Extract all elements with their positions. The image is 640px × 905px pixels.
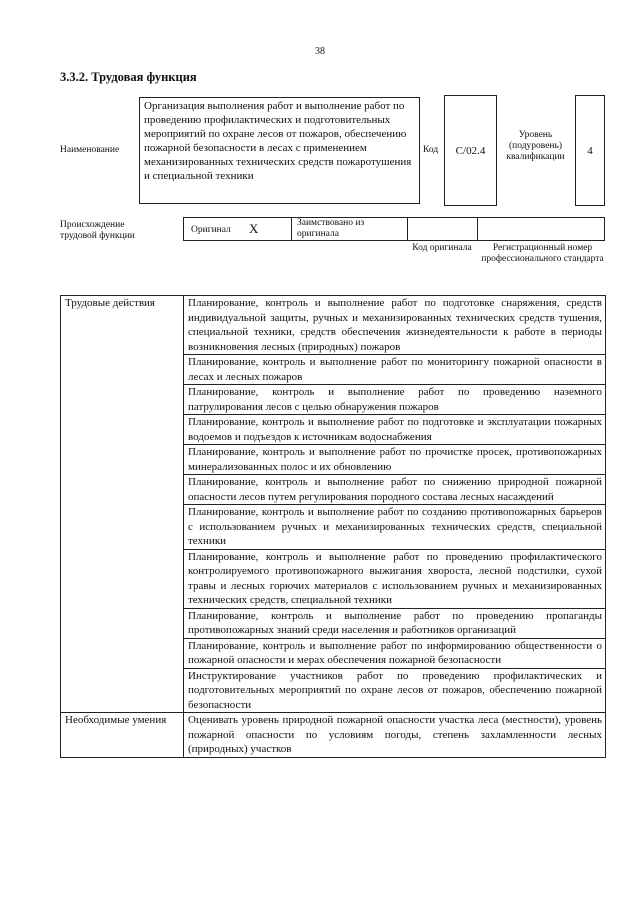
labor-action-cell-text: Планирование, контроль и выполнение работ по информированию общественности о пожарной опасности и мерах обеспечения пожарной безопасности bbox=[188, 639, 602, 666]
code-original-cell bbox=[407, 218, 478, 240]
labor-action-cell bbox=[184, 445, 606, 475]
code-value: C/02.4 bbox=[444, 95, 497, 206]
labor-action-cell-text: Планирование, контроль и выполнение работ по подготовке снаряжения, средств индивидуальной защиты, ручных и механизированных технических средств тушения, специальной техники, средств обеспечения жизнедеятельности к работе в периоды возникновения лесных (природных) пожаров bbox=[188, 297, 602, 353]
original-label: Оригинал bbox=[191, 225, 231, 235]
skill-row bbox=[61, 713, 606, 758]
section-title: 3.3.2. Трудовая функция bbox=[60, 70, 197, 84]
labor-action-cell-text: Планирование, контроль и выполнение работ по созданию противопожарных барьеров с использованием ручных и механизированных технических средств, специальной техники bbox=[188, 506, 602, 547]
labor-action-row-heading: Трудовые действия bbox=[61, 296, 184, 713]
labor-action-cell-text: Планирование, контроль и выполнение работ по снижению природной пожарной опасности лесов путем регулирования породного состава лесных насаждений bbox=[188, 476, 602, 503]
origin-grid bbox=[183, 217, 605, 241]
labor-action-cell bbox=[184, 608, 606, 638]
labor-action-cell-text: Планирование, контроль и выполнение работ по подготовке и эксплуатации пожарных водоемов и подъездов к источникам водоснабжения bbox=[188, 416, 602, 443]
labor-action-cell-text: Планирование, контроль и выполнение работ по прочистке просек, противопожарных минерализованных полос и их обновлению bbox=[188, 446, 602, 473]
skill-cell-text: Оценивать уровень природной пожарной опасности участка леса (местности), уровень пожарной опасности по условиям погоды, степень захламленности лесных (природных) участков bbox=[188, 714, 602, 755]
labor-action-cell-text: Инструктирование участников работ по проведению профилактических и подготовительных мероприятий по охране лесов от пожаров, обеспечению пожарной безопасности bbox=[188, 669, 602, 711]
code-original-caption: Код оригинала bbox=[412, 243, 472, 253]
naming-label: Наименование bbox=[60, 145, 120, 155]
labor-action-cell-text: Планирование, контроль и выполнение работ по мониторингу пожарной опасности в лесах и лесных пожаров bbox=[188, 356, 602, 383]
labor-action-cell-text: Планирование, контроль и выполнение работ по проведению наземного патрулирования лесов с целью обнаружения пожаров bbox=[188, 386, 602, 413]
labor-action-cell bbox=[184, 475, 606, 505]
labor-action-cell bbox=[184, 505, 606, 550]
origin-label: Происхождение трудовой функции bbox=[60, 220, 135, 241]
function-name-box: Организация выполнения работ и выполнение работ по проведению профилактических и подготовительных мероприятий по охране лесов от пожаров, обеспечению пожарной безопасности в лесах с применением механизированных технических средств пожаротушения и специальной техники bbox=[139, 97, 420, 204]
level-label: Уровень (подуровень) квалификации bbox=[506, 130, 565, 162]
labor-action-cell bbox=[184, 355, 606, 385]
level-value: 4 bbox=[575, 95, 605, 206]
labor-action-cell bbox=[184, 638, 606, 668]
reg-number-caption: Регистрационный номер профессионального стандарта bbox=[481, 243, 604, 264]
labor-action-cell bbox=[184, 415, 606, 445]
original-mark: X bbox=[249, 221, 259, 236]
labor-action-cell bbox=[184, 668, 606, 713]
labor-action-cell bbox=[184, 549, 606, 608]
labor-action-cell bbox=[184, 296, 606, 355]
labor-function-table bbox=[60, 295, 606, 758]
labor-action-cell-text: Планирование, контроль и выполнение работ по проведению профилактического контролируемого противопожарного выжигания хвороста, лесной подстилки, сухой травы и лесных горючих материалов с использованием ручных и механизированных технических средств, специальной техники bbox=[188, 550, 602, 606]
labor-action-row bbox=[61, 296, 606, 355]
borrowed-label: Заимствовано из оригинала bbox=[297, 218, 365, 239]
skill-cell bbox=[184, 713, 606, 758]
skill-row-heading: Необходимые умения bbox=[61, 713, 184, 758]
original-cell bbox=[184, 218, 292, 240]
labor-action-cell-text: Планирование, контроль и выполнение работ по проведению пропаганды противопожарных знаний среди населения и работников организаций bbox=[188, 609, 602, 636]
code-label: Код bbox=[423, 145, 439, 155]
labor-action-cell bbox=[184, 385, 606, 415]
page-number: 38 bbox=[315, 46, 325, 57]
